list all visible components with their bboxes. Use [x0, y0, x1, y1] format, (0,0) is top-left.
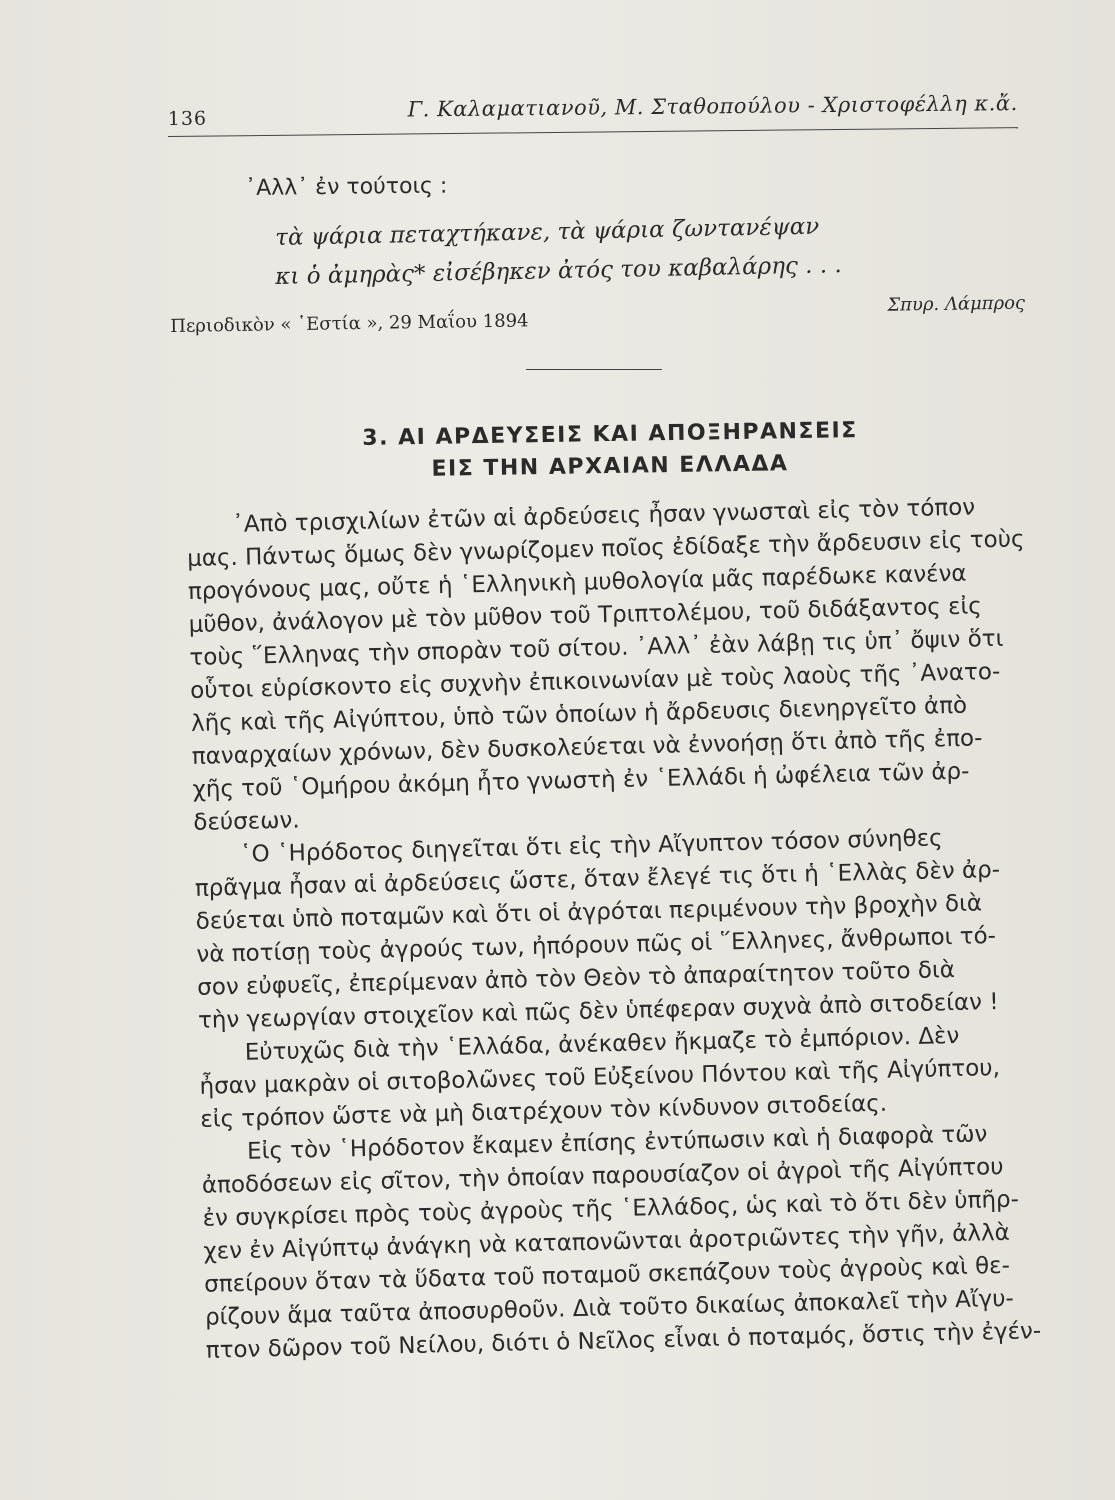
text-line: ἐν συγκρίσει πρὸς τοὺς ἀγροὺς τῆς ῾Ελλάδος, ὡς καὶ τὸ ὅτι δὲν ὑπῆρ- — [202, 1186, 1020, 1232]
running-head: Γ. Καλαματιανοῦ, Μ. Σταθοπούλου - Χριστοφέλλη κ.ἄ. — [407, 91, 1018, 122]
text-line: ᾿Απὸ τρισχιλίων ἐτῶν αἱ ἀρδεύσεις ἦσαν γνωσταὶ εἰς τὸν τόπον — [232, 494, 976, 538]
text-line: τὴν γεωργίαν στοιχεῖον καὶ πῶς δὲν ὑπέφεραν συχνὰ ἀπὸ σιτοδείαν ! — [197, 988, 999, 1034]
section-divider — [526, 369, 662, 370]
text-line: τοὺς ῞Ελληνας τὴν σπορὰν τοῦ σίτου. ᾿Αλλ᾿ ἐὰν λάβῃ τις ὑπ᾿ ὄψιν ὅτι — [189, 625, 1004, 671]
text-line: μῦθον, ἀνάλογον μὲ τὸν μῦθον τοῦ Τριπτολέμου, τοῦ διδάξαντος εἰς — [188, 593, 983, 638]
text-line: ρίζουν ἅμα ταῦτα ἀποσυρθοῦν. Διὰ τοῦτο δικαίως ἀποκαλεῖ τὴν Αἴγυ- — [204, 1285, 1015, 1331]
text-line: χεν ἐν Αἰγύπτῳ ἀνάγκη νὰ καταπονῶνται ἀροτριῶντες τὴν γῆν, ἀλλὰ — [203, 1219, 1011, 1265]
section-heading: ΕΙΣ ΤΗΝ ΑΡΧΑΙΑΝ ΕΛΛΑΔΑ — [431, 451, 789, 482]
text-line: ἀποδόσεων εἰς σῖτον, τὴν ὁποίαν παρουσίαζον οἱ ἀγροὶ τῆς Αἰγύπτου — [201, 1153, 1004, 1199]
quote-source: Περιοδικὸν « ῾Εστία », 29 Μαΐου 1894 — [170, 310, 529, 337]
text-line: προγόνους μας, οὔτε ἡ ῾Ελληνικὴ μυθολογία μᾶς παρέδωκε κανένα — [187, 560, 967, 605]
text-line: σπείρουν ὅταν τὰ ὕδατα τοῦ ποταμοῦ σκεπάζουν τοὺς ἀγροὺς καὶ θε- — [203, 1252, 1011, 1298]
section-heading: 3. ΑΙ ΑΡΔΕΥΣΕΙΣ ΚΑΙ ΑΠΟΞΗΡΑΝΣΕΙΣ — [362, 418, 858, 451]
verse-line: τὰ ψάρια πεταχτήκανε, τὰ ψάρια ζωντανέψαν — [275, 213, 820, 251]
text-line: δεύεται ὑπὸ ποταμῶν καὶ ὅτι οἱ ἀγρόται περιμένουν τὴν βροχὴν διὰ — [195, 890, 983, 935]
text-line: σον εὐφυεῖς, ἐπερίμεναν ἀπὸ τὸν Θεὸν τὸ ἀπαραίτητον τοῦτο διὰ — [196, 957, 956, 1001]
text-line: Εὐτυχῶς διὰ τὴν ῾Ελλάδα, ἀνέκαθεν ἤκμαζε τὸ ἐμπόριον. Δὲν — [244, 1022, 960, 1066]
page-number: 136 — [167, 107, 208, 131]
quote-author: Σπυρ. Λάμπρος — [887, 292, 1026, 316]
text-line: μας. Πάντως ὅμως δὲν γνωρίζομεν ποῖος ἐδίδαξε τὴν ἄρδευσιν εἰς τοὺς — [186, 526, 1025, 572]
verse-line: κι ὁ ἀμηρὰς* εἰσέβηκεν ἀτός του καβαλάρης . . . — [275, 252, 842, 290]
text-line: πρᾶγμα ἦσαν αἱ ἀρδεύσεις ὥστε, ὅταν ἔλεγέ τις ὅτι ἡ ῾Ελλὰς δὲν ἀρ- — [194, 856, 1001, 902]
quote-intro: ᾿Αλλ᾿ ἐν τούτοις : — [245, 173, 448, 201]
text-line: δεύσεων. — [193, 807, 300, 836]
text-line: Εἰς τὸν ῾Ηρόδοτον ἔκαμεν ἐπίσης ἐντύπωσιν καὶ ἡ διαφορὰ τῶν — [246, 1121, 988, 1165]
text-line: λῆς καὶ τῆς Αἰγύπτου, ὑπὸ τῶν ὁποίων ἡ ἄρδευσις διενηργεῖτο ἀπὸ — [190, 692, 968, 737]
text-line: χῆς τοῦ ῾Ομήρου ἀκόμη ἦτο γνωστὴ ἐν ῾Ελλάδι ἡ ὠφέλεια τῶν ἀρ- — [192, 758, 970, 803]
quote-citation — [170, 293, 1025, 336]
body-text — [186, 490, 1056, 1368]
text-line: παναρχαίων χρόνων, δὲν δυσκολεύεται νὰ ἐννοήσῃ ὅτι ἀπὸ τῆς ἐπο- — [191, 725, 983, 770]
text-line: νὰ ποτίσῃ τοὺς ἀγρούς των, ἠπόρουν πῶς οἱ ῞Ελληνες, ἄνθρωποι τό- — [196, 923, 997, 968]
text-line: ἦσαν μακρὰν οἱ σιτοβολῶνες τοῦ Εὐξείνου Πόντου καὶ τῆς Αἰγύπτου, — [199, 1054, 1001, 1100]
text-line: ῾Ο ῾Ηρόδοτος διηγεῖται ὅτι εἰς τὴν Αἴγυπτον τόσον σύνηθες — [239, 825, 943, 868]
page-header — [168, 87, 1018, 137]
text-line: οὗτοι εὑρίσκοντο εἰς συχνὴν ἐπικοινωνίαν μὲ τοὺς λαοὺς τῆς ᾿Ανατο- — [189, 658, 1001, 704]
text-line: εἰς τρόπον ὥστε νὰ μὴ διατρέχουν τὸν κίνδυνον σιτοδείας. — [200, 1090, 888, 1133]
text-line: πτον δῶρον τοῦ Νείλου, διότι ὁ Νεῖλος εἶναι ὁ ποταμός, ὅστις τὴν ἐγέν- — [205, 1318, 1042, 1364]
